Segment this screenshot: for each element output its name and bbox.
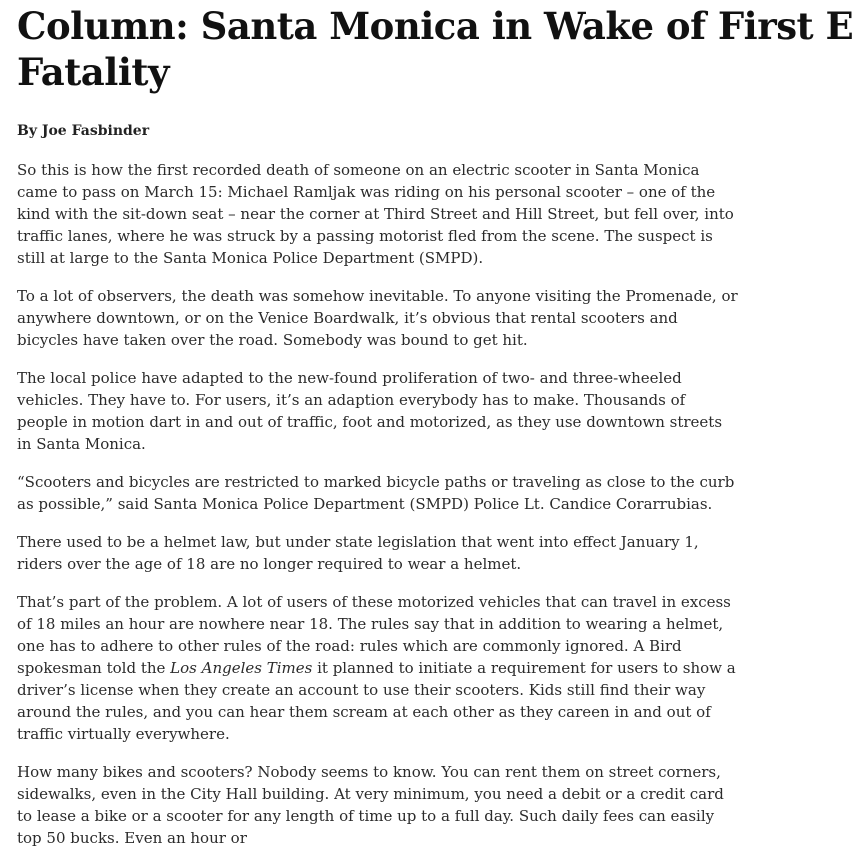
article-title <box>17 0 853 95</box>
paragraph <box>17 591 739 745</box>
paragraph: To a lot of observers, the death was somehow inevitable. To anyone visiting the Promenade, or anywhere downtown, or on the Venice Boardwalk, it’s obvious that rental scooters and bicycles have taken over the road. Somebody was bound to get hit. <box>17 287 738 349</box>
paragraph: How many bikes and scooters? Nobody seems to know. You can rent them on street corners, sidewalks, even in the City Hall building. At very minimum, you need a debit or a credit card to lease a bike or a scooter for any length of time up to a full day. Such daily fees can easily top 50 bucks. Even an hour or <box>17 763 724 847</box>
paragraph: So this is how the first recorded death of someone on an electric scooter in Santa Monica came to pass on March 15: Michael Ramljak was riding on his personal scooter – one of the kind with the sit-down seat – near the corner at Third Street and Hill Street, but fell over, into traffic lanes, where he was struck by a passing motorist fled from the scene. The suspect is still at large to the Santa Monica Police Department (SMPD). <box>17 161 734 267</box>
publication-name: Los Angeles Times <box>170 659 313 677</box>
paragraph: There used to be a helmet law, but under state legislation that went into effect January 1, riders over the age of 18 are no longer required to wear a helmet. <box>17 533 699 573</box>
article-page <box>17 0 853 847</box>
article-title-line-1: Column: Santa Monica in Wake of First E <box>17 4 853 48</box>
paragraph: “Scooters and bicycles are restricted to marked bicycle paths or traveling as close to the curb as possible,” said Santa Monica Police Department (SMPD) Police Lt. Candice Corarrubias. <box>17 473 735 513</box>
paragraph-text: That’s part of the problem. A lot of users of these motorized vehicles that can travel in excess of 18 miles an hour are nowhere near 18. The rules say that in addition to wearing a helmet, one has to adhere to other rules of the road: rules which are commonly ignored. A Bird spokesman told the <box>17 593 731 677</box>
paragraph: The local police have adapted to the new-found proliferation of two- and three-wheeled vehicles. They have to. For users, it’s an adaption everybody has to make. Thousands of people in motion dart in and out of traffic, foot and motorized, as they use downtown streets in Santa Monica. <box>17 369 723 453</box>
byline: By Joe Fasbinder <box>17 123 150 139</box>
article-body <box>17 159 739 849</box>
article-title-line-2: Fatality <box>17 50 169 94</box>
paragraph-text: it planned to initiate a requirement for users to show a driver’s license when they create an account to use their scooters. Kids still find their way around the rules, and you can hear them scream at each other as they careen in and out of traffic virtually everywhere. <box>17 659 736 743</box>
